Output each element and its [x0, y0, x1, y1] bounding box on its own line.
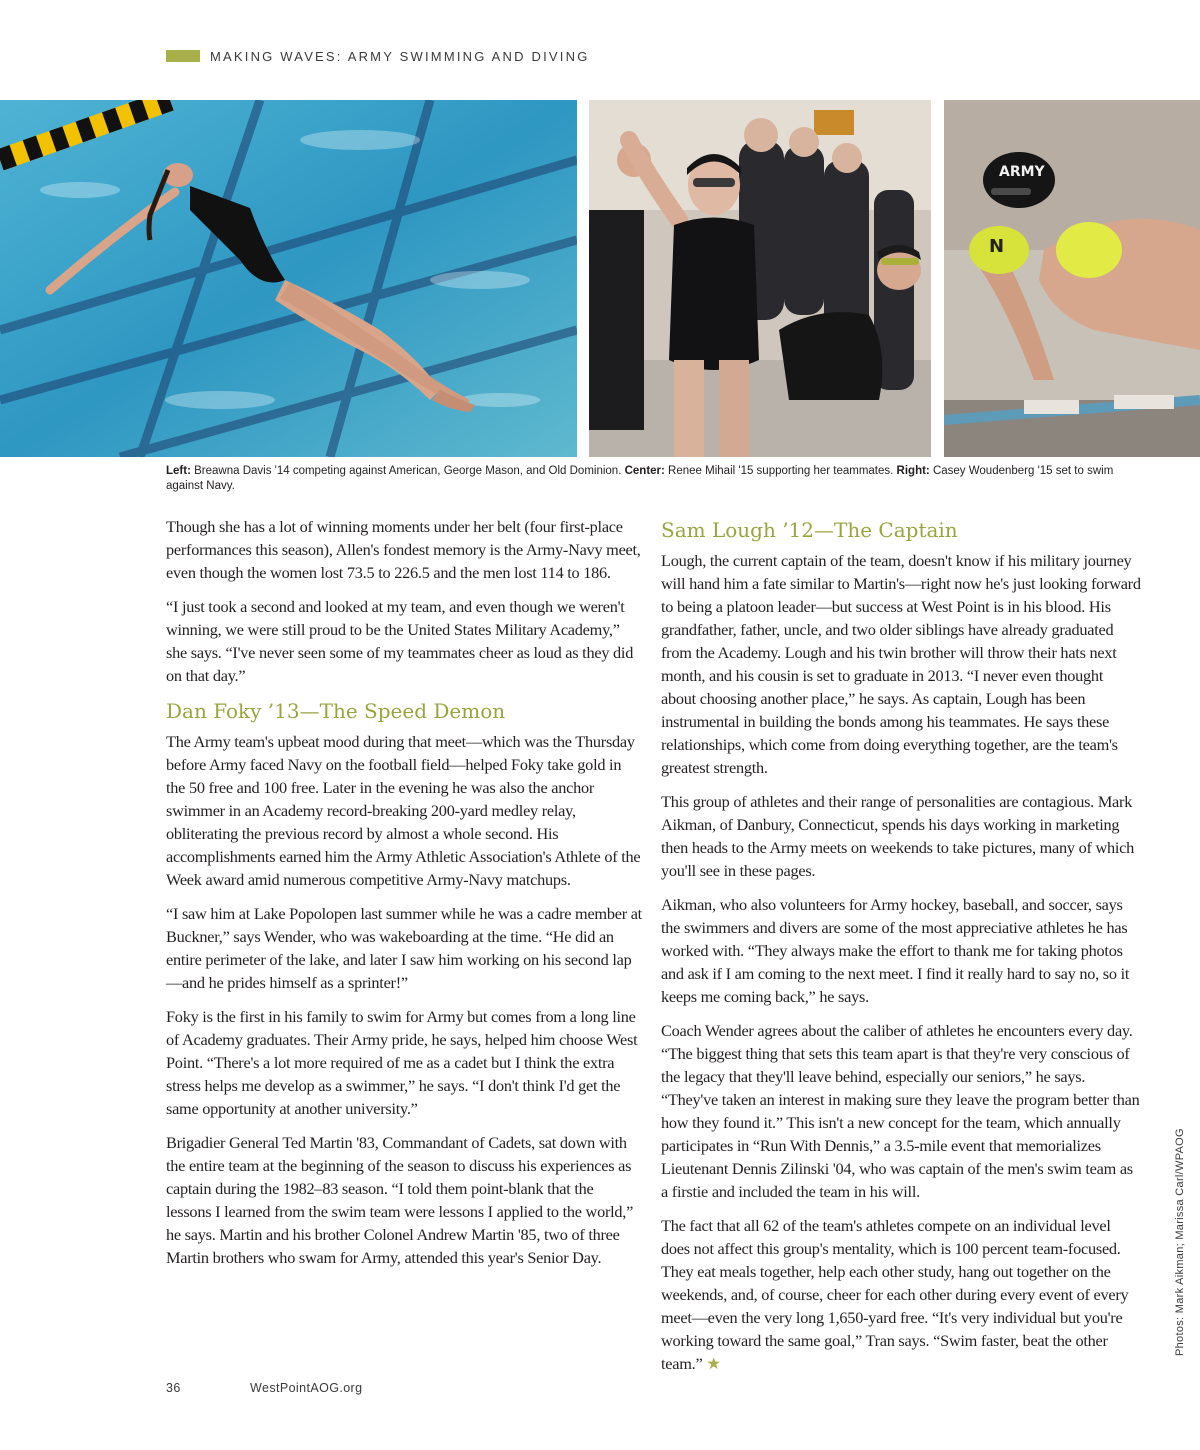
paragraph: Lough, the current captain of the team, doesn't know if his military journey will hand him a fate similar to Martin's—right now he's just looking forward to being a platoon leader—but success at West Point is in his blood. His grandfather, father, uncle, and two older siblings have already graduated from the Academy. Lough and his twin brother will throw their hats next month, and his cousin is set to graduate in 2013. “I never even thought about choosing another place,” he says. As captain, Lough has been instrumental in building the bonds among his teammates. He says these relationships, which come from doing everything together, are the team's greatest strength.: [661, 551, 1141, 777]
left-column: [166, 515, 642, 1280]
caption-right-label: Right:: [896, 465, 930, 477]
photo-cheering-swimmers: [589, 100, 931, 457]
right-column: [661, 515, 1141, 1386]
paragraph: Though she has a lot of winning moments under her belt (four first-place performances this season), Allen's fondest memory is the Army-Navy meet, even though the women lost 73.5 to 226.5 and the men lost 114 to 186.: [166, 517, 641, 582]
caption-right-text: Casey Woudenberg '15 set to swim against Navy.: [166, 465, 1114, 492]
section-header: [166, 48, 590, 64]
caption-left-text: Breawna Davis '14 competing against American, George Mason, and Old Dominion.: [190, 465, 625, 477]
paragraph: Brigadier General Ted Martin '83, Commandant of Cadets, sat down with the entire team at the beginning of the season to discuss his experiences as captain during the 1982–83 season. “I told them point-blank that the lessons I learned from the swim team were lessons I applied to the world,” he says. Martin and his brother Colonel Andrew Martin '85, two of three Martin brothers who swam for Army, attended this year's Senior Day.: [166, 1133, 634, 1267]
paragraph: Foky is the first in his family to swim for Army but comes from a long line of Academy graduates. Their Army pride, he says, helped him choose West Point. “There's a lot more required of me as a cadet but I think the extra stress helps me develop as a swimmer,” he says. “I don't think I'd get the same opportunity at another university.”: [166, 1007, 638, 1118]
caption-center-label: Center:: [624, 465, 665, 477]
paragraph-text: The fact that all 62 of the team's athletes compete on an individual level does not affect this group's mentality, which is 100 percent team-focused. They eat meals together, help each other study, hang out together on the weekends, and, of course, cheer for each other during every event of every meet—even the very long 1,650-yard free. “It's very individual but you're working toward the same goal,” Tran says. “Swim faster, beat the other team.”: [661, 1216, 1129, 1373]
photo-caption: [166, 464, 1126, 494]
svg-text:N: N: [989, 236, 1005, 257]
subheading-dan-foky: Dan Foky ’13—The Speed Demon: [166, 699, 506, 723]
site-url: WestPointAOG.org: [250, 1381, 363, 1395]
header-accent-bar: [166, 50, 200, 62]
photo-diver-in-pool: [0, 100, 577, 457]
subheading-sam-lough: Sam Lough ’12—The Captain: [661, 518, 958, 542]
caption-left-label: Left:: [166, 465, 191, 477]
paragraph: “I just took a second and looked at my team, and even though we weren't winning, we were still proud to be the United States Military Academy,” she says. “I've never seen some of my teammates cheer as loud as they did on that day.”: [166, 597, 634, 685]
page-number: 36: [166, 1381, 181, 1395]
svg-text:ARMY: ARMY: [999, 164, 1045, 180]
section-title: MAKING WAVES: ARMY SWIMMING AND DIVING: [210, 48, 590, 64]
paragraph: This group of athletes and their range of personalities are contagious. Mark Aikman, of Danbury, Connecticut, spends his days working in marketing then heads to the Army meets on weekends to take pictures, many of which you'll see in these pages.: [661, 792, 1135, 880]
caption-center-text: Renee Mihail '15 supporting her teammates.: [664, 465, 897, 477]
star-icon: ★: [706, 1354, 721, 1373]
paragraph: Coach Wender agrees about the caliber of athletes he encounters every day. “The biggest thing that sets this team apart is that they're very conscious of the legacy that they'll leave behind, especially our seniors,” he says. “They've taken an interest in making sure they leave the program better than how they found it.” This isn't a new concept for the team, which annually participates in “Run With Dennis,” a 3.5-mile event that memorializes Lieutenant Dennis Zilinski '04, who was captain of the men's swim team as a firstie and included the team in his will.: [661, 1021, 1140, 1201]
paragraph-final: [661, 1214, 1141, 1375]
paragraph: The Army team's upbeat mood during that meet—which was the Thursday before Army faced Navy on the football field—helped Foky take gold in the 50 free and 100 free. Later in the evening he was also the anchor swimmer in an Academy record-breaking 200-yard medley relay, obliterating the previous record by almost a whole second. His accomplishments earned him the Army Athletic Association's Athlete of the Week award amid numerous competitive Army-Navy matchups.: [166, 732, 641, 889]
photo-swimmers-starting-block: [944, 100, 1200, 457]
paragraph: Aikman, who also volunteers for Army hockey, baseball, and soccer, says the swimmers and divers are some of the most appreciative athletes he has worked with. “They always make the effort to thank me for taking photos and ask if I am coming to the next meet. I find it really hard to say no, so it keeps me coming back,” he says.: [661, 895, 1130, 1006]
paragraph: “I saw him at Lake Popolopen last summer while he was a cadre member at Buckner,” says Wender, who was wakeboarding at the time. “He did an entire perimeter of the lake, and later I saw him working on his second lap—and he prides himself as a sprinter!”: [166, 904, 642, 992]
photo-credit: Photos: Mark Aikman; Marissa Carl/WPAOG: [1174, 1128, 1186, 1356]
